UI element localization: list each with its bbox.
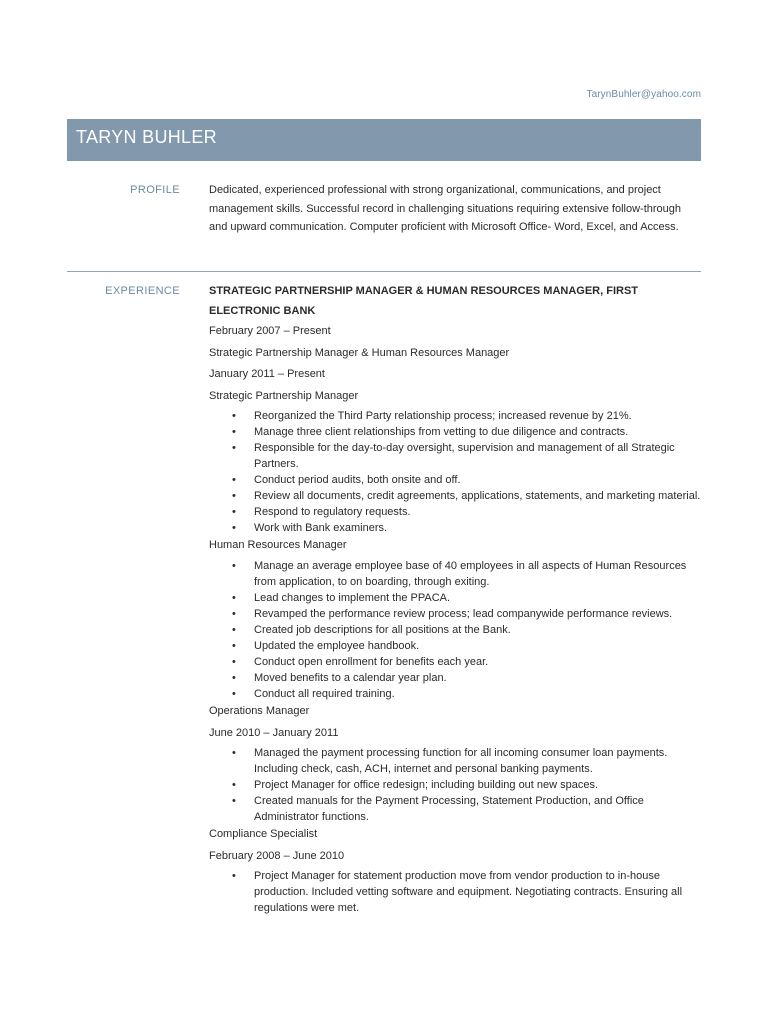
list-item: • Respond to regulatory requests. <box>254 504 701 520</box>
combined-dates: January 2011 – Present <box>209 368 325 381</box>
list-item: • Reorganized the Third Party relationship process; increased revenue by 21%. <box>254 408 701 424</box>
role-dates-compliance: February 2008 – June 2010 <box>209 849 345 862</box>
role-title-strategic: Strategic Partnership Manager <box>209 389 359 402</box>
role-dates-operations: June 2010 – January 2011 <box>209 726 339 739</box>
employer-dates: February 2007 – Present <box>209 325 331 337</box>
experience-section <box>209 281 701 916</box>
list-item: • Managed the payment processing function for all incoming consumer loan payments. Including check, cash, ACH, internet and personal banking payments. <box>254 745 701 777</box>
list-item: • Updated the employee handbook. <box>254 638 701 654</box>
employer-title: STRATEGIC PARTNERSHIP MANAGER & HUMAN RESOURCES MANAGER, FIRST ELECTRONIC BANK <box>209 285 639 317</box>
bullet-list-operations <box>209 745 701 825</box>
list-item: • Conduct all required training. <box>254 686 701 702</box>
combined-role: Strategic Partnership Manager & Human Resources Manager <box>209 346 510 359</box>
list-item: • Revamped the performance review process; lead companywide performance reviews. <box>254 606 701 622</box>
list-item: • Created job descriptions for all positions at the Bank. <box>254 622 701 638</box>
profile-text: Dedicated, experienced professional with strong organizational, communications, and project management skills. Successful record in challenging situations requiring extensive follow-through and upward communication. Computer proficient with Microsoft Office- Word, Excel, and Access. <box>209 184 682 234</box>
list-item: • Conduct period audits, both onsite and off. <box>254 472 701 488</box>
email-link[interactable]: TarynBuhler@yahoo.com <box>586 89 701 100</box>
role-title-compliance: Compliance Specialist <box>209 828 318 841</box>
bullet-list-hr <box>209 558 701 702</box>
list-item: • Project Manager for statement production move from vendor production to in-house production. Included vetting software and equipment. Negotiating contracts. Ensuring all regulations were met. <box>254 868 701 916</box>
bullet-list-strategic <box>209 408 701 536</box>
list-item: • Manage an average employee base of 40 employees in all aspects of Human Resources from application, to on boarding, through exiting. <box>254 558 701 590</box>
list-item: • Work with Bank examiners. <box>254 520 701 536</box>
list-item: • Project Manager for office redesign; including building out new spaces. <box>254 777 701 793</box>
profile-heading: PROFILE <box>130 184 180 196</box>
list-item: • Moved benefits to a calendar year plan. <box>254 670 701 686</box>
candidate-name: TARYN BUHLER <box>76 127 217 147</box>
bullet-list-compliance <box>209 868 701 916</box>
role-title-operations: Operations Manager <box>209 704 310 717</box>
experience-heading: EXPERIENCE <box>105 285 180 297</box>
list-item: • Created manuals for the Payment Processing, Statement Production, and Office Administrator functions. <box>254 793 701 825</box>
list-item: • Responsible for the day-to-day oversight, supervision and management of all Strategic Partners. <box>254 440 701 472</box>
list-item: • Review all documents, credit agreements, applications, statements, and marketing material. <box>254 488 701 504</box>
list-item: • Lead changes to implement the PPACA. <box>254 590 701 606</box>
list-item: • Manage three client relationships from vetting to due diligence and contracts. <box>254 424 701 440</box>
role-title-hr: Human Resources Manager <box>209 539 347 552</box>
name-banner <box>67 119 701 161</box>
section-divider <box>67 271 701 272</box>
list-item: • Conduct open enrollment for benefits each year. <box>254 654 701 670</box>
